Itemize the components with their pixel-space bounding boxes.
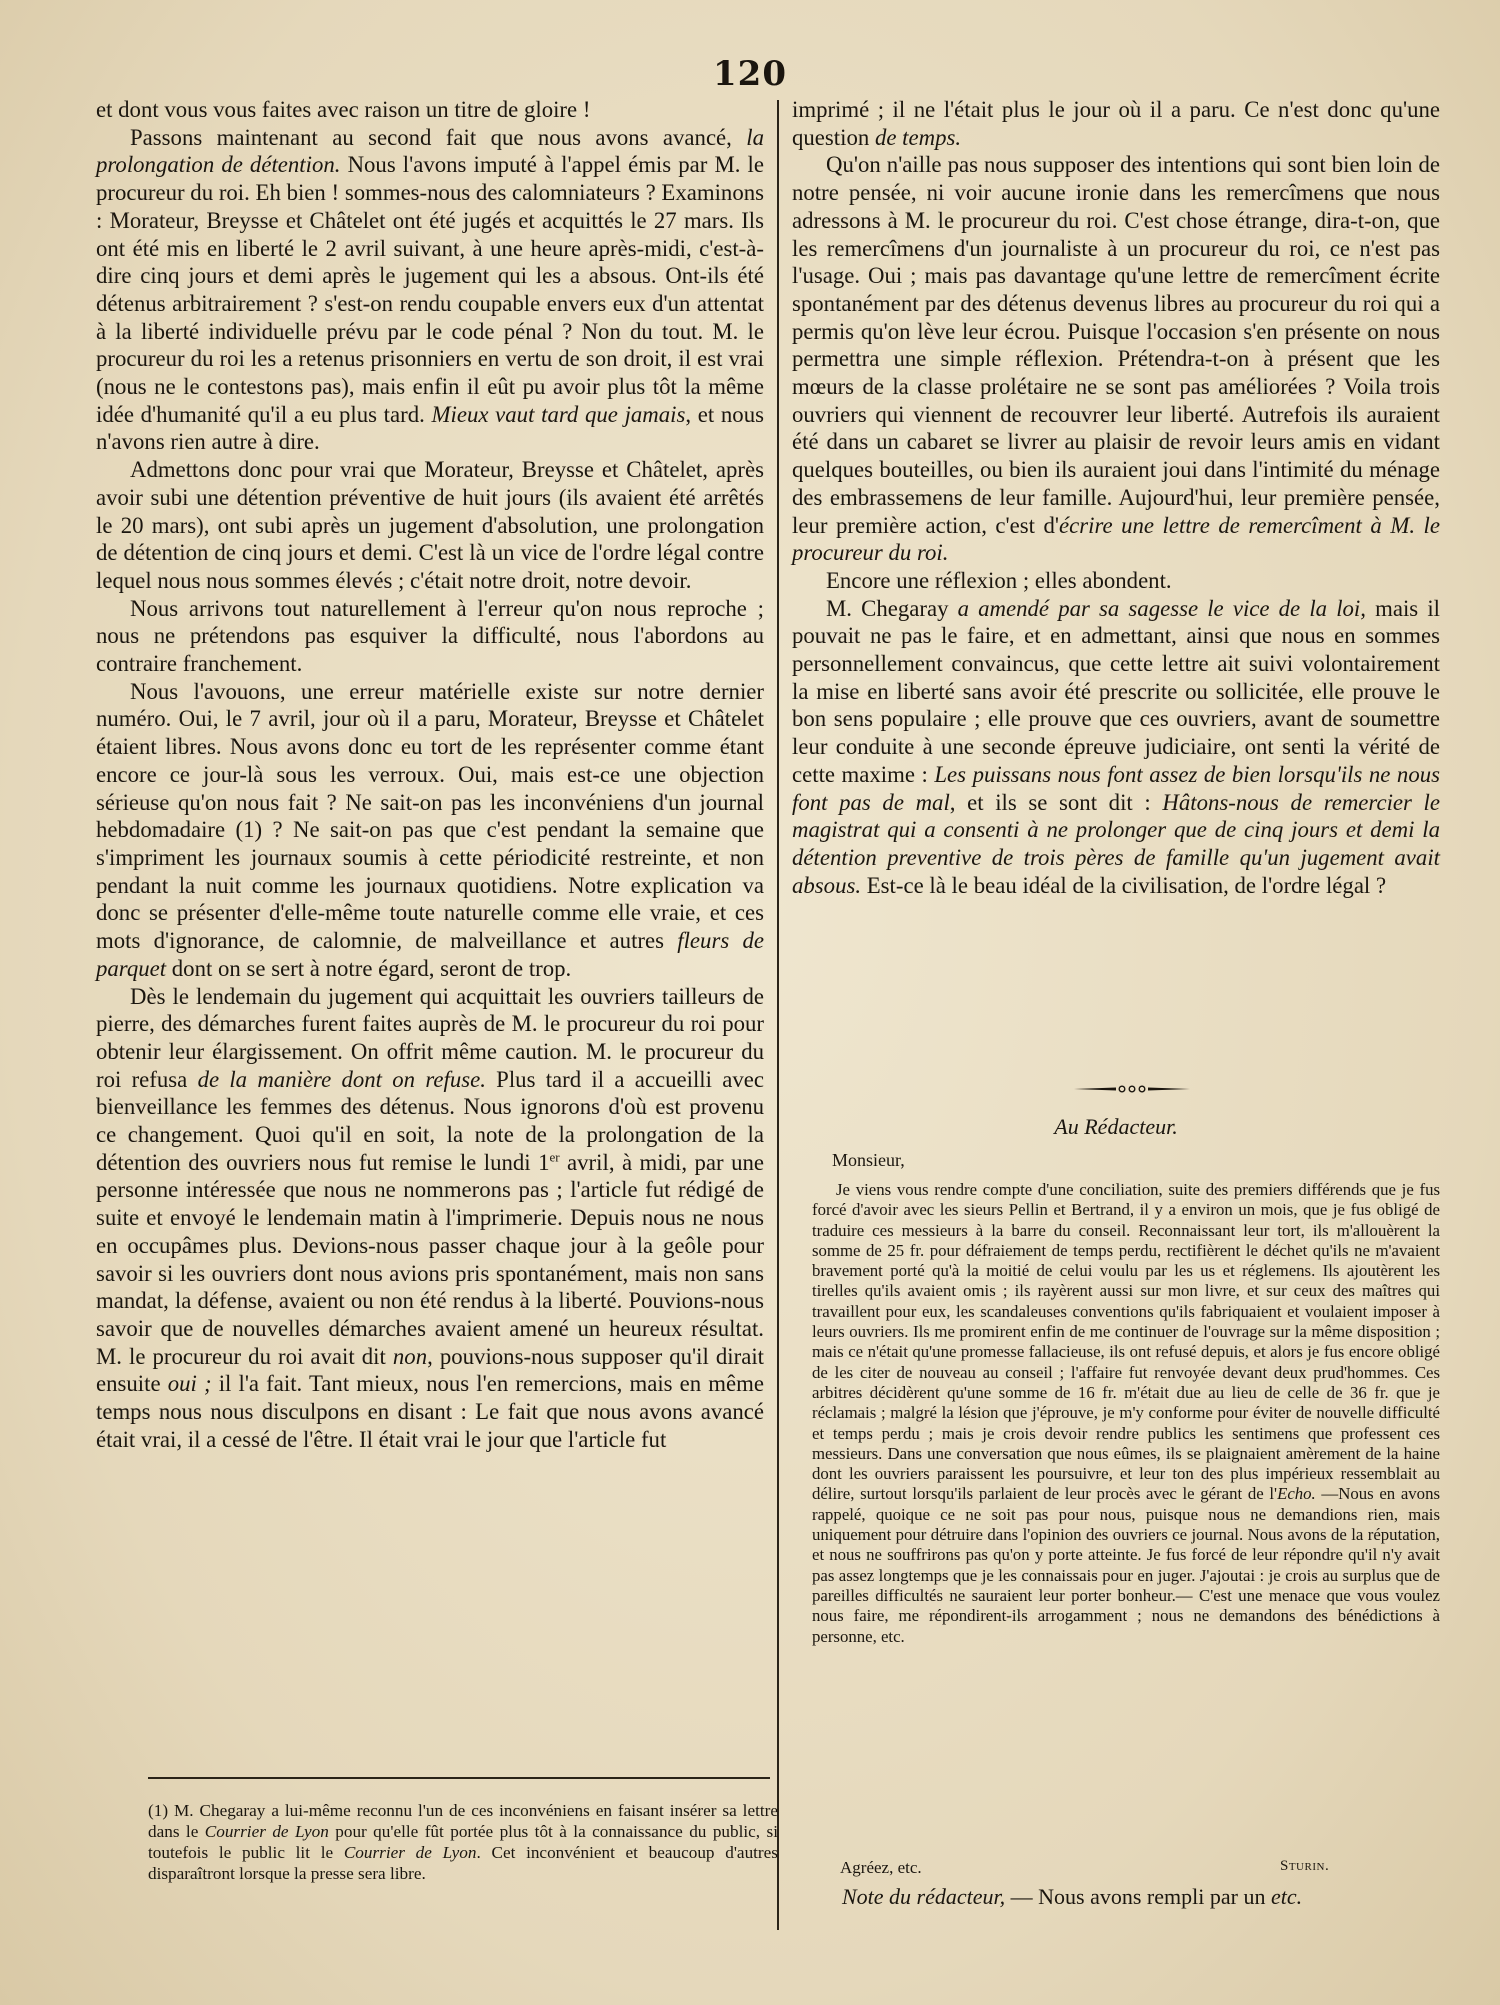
column-divider [777, 100, 779, 1930]
footnote: (1) M. Chegaray a lui-même reconnu l'un de ces inconvéniens en faisant insérer sa lettre dans le Courrier de Lyon pour qu'elle fût portée plus tôt à la connaissance du public, si toutefois le public lit le Courrier de Lyon. Cet inconvénient et beaucoup d'autres disparaîtront lorsque la presse sera libre. [148, 1801, 778, 1883]
paragraph: Passons maintenant au second fait que nous avons avancé, la prolongation de détention. Nous l'avons imputé à l'appel émis par M. le procureur du roi. Eh bien ! sommes-nous des calomniateurs ? Examinons : Morateur, Breysse et Châtelet ont été jugés et acquittés le 27 mars. Ils ont été mis en liberté le 2 avril suivant, à une heure après-midi, c'est-à-dire cinq jours et demi après le jugement qui les a absous. Ont-ils été détenus arbitrairement ? s'est-on rendu coupable envers eux d'un attentat à la liberté individuelle prévu par le code pénal ? Non du tout. M. le procureur du roi les a retenus prisonniers en vertu de son droit, il est vrai (nous ne le contestons pas), mais enfin il eût pu avoir plus tôt la même idée d'humanité qu'il a eu plus tard. Mieux vaut tard que jamais, et nous n'avons rien autre à dire. [96, 124, 764, 455]
page-number: 120 [713, 54, 787, 94]
right-column [792, 96, 1440, 899]
paragraph: Admettons donc pour vrai que Morateur, Breysse et Châtelet, après avoir subi une détention préventive de huit jours (ils avaient été arrêtés le 20 mars), ont subi après un jugement d'absolution, une prolongation de détention de cinq jours et demi. C'est là un vice de l'ordre légal contre lequel nous nous sommes élevés ; c'était notre droit, notre devoir. [96, 457, 764, 593]
footnote-rule [148, 1777, 770, 1779]
letter-body: Je viens vous rendre compte d'une conciliation, suite des premiers différends que je fus forcé d'avoir avec les sieurs Pellin et Bertrand, il y a environ un mois, que je fus obligé de traduire ces messieurs à la barre du conseil. Reconnaissant leur tort, ils m'allouèrent la somme de 25 fr. pour défraiement de temps perdu, rectifièrent le déchet qu'ils ne m'avaient bravement porté qu'à la moitié de celui voulu par les us et réglemens. Ils ajoutèrent les tirelles qu'ils avaient omis ; ils rayèrent aussi sur mon livre, et sur ceux des maîtres qui travaillent pour eux, les scandaleuses conventions qu'ils fabriquaient et voulaient imposer à leurs ouvriers. Ils me promirent enfin de me continuer de l'ouvrage sur la même disposition ; mais ce n'était qu'une promesse fallacieuse, ils ont refusé depuis, et alors je fus encore obligé de les citer de nouveau au conseil ; l'affaire fut renvoyée devant deux prud'hommes. Ces arbitres décidèrent qu'une somme de 16 fr. m'était due au lieu de celle de 36 fr. que je réclamais ; malgré la lésion que j'éprouve, je m'y conforme pour éviter de nouvelle difficulté et temps perdu ; mais je crois devoir rendre publics les sentimens que professent ces messieurs. Dans une conversation que nous eûmes, ils se plaignaient amèrement de la haine dont les ouvriers paraissent les poursuivre, et leur ton des plus impérieux ressemblait au délire, surtout lorsqu'ils parlaient de leur procès avec le gérant de l'Echo. —Nous en avons rappelé, quoique ce ne soit pas pour nous, puisque nous ne demandions rien, mais uniquement pour détruire dans l'opinion des ouvriers ce journal. Nous avons de la réputation, et nous ne souffrirons pas qu'on y porte atteinte. Je fus forcé de leur répondre qu'il n'y avait pas assez longtemps que je les connaissais pour en juger. J'ajoutai : je crois au surplus que de pareilles difficultés ne sauraient leur porter bonheur.— C'est une menace que vous voulez nous faire, me répondirent-ils arrogamment ; nous ne demandons des bénédictions à personne, etc. [812, 1180, 1440, 1646]
letter-closing: Agréez, etc. [840, 1858, 922, 1877]
letter-signature: Sturin. [1280, 1858, 1330, 1874]
section-ornament [1072, 1083, 1192, 1095]
editor-note: Note du rédacteur, — Nous avons rempli par un etc. [842, 1884, 1303, 1909]
paragraph: Encore une réflexion ; elles abondent. [826, 567, 1172, 593]
paragraph: et dont vous vous faites avec raison un titre de gloire ! [96, 97, 591, 122]
paragraph: Dès le lendemain du jugement qui acquittait les ouvriers tailleurs de pierre, des démarches furent faites auprès de M. le procureur du roi pour obtenir leur élargissement. On offrit même caution. M. le procureur du roi refusa de la manière dont on refuse. Plus tard il a accueilli avec bienveillance les femmes des détenus. Nous ignorons d'où est provenu ce changement. Quoi qu'il en soit, la note de la prolongation de la détention des ouvriers nous fut remise le lundi 1er avril, à midi, par une personne intéressée que nous ne nommerons pas ; l'article fut rédigé de suite et envoyé le lendemain matin à l'imprimerie. Depuis nous ne nous en occupâmes plus. Devions-nous passer chaque jour à la geôle pour savoir si les ouvriers dont nous avions pris spontanément, mais non sans mandat, la défense, avaient ou non été rendus à la liberté. Pouvions-nous savoir que de nouvelles démarches avaient amené un heureux résultat. M. le procureur du roi avait dit non, pouvions-nous supposer qu'il dirait ensuite oui ; il l'a fait. Tant mieux, nous l'en remercions, mais en même temps nous nous disculpons en disant : Le fait que nous avons avancé était vrai, il a cessé de l'être. Il était vrai le jour que l'article fut [96, 983, 764, 1452]
paragraph: Nous arrivons tout naturellement à l'erreur qu'on nous reproche ; nous ne prétendons pas esquiver la difficulté, nous l'abordons au contraire franchement. [96, 595, 764, 677]
paragraph: Qu'on n'aille pas nous supposer des intentions qui sont bien loin de notre pensée, ni voir aucune ironie dans les remercîmens que nous adressons à M. le procureur du roi. C'est chose étrange, dira-t-on, que les remercîmens d'un journaliste à un procureur du roi, ce n'est pas l'usage. Oui ; mais pas davantage qu'une lettre de remercîment écrite spontanément par des détenus devenus libres au procureur du roi qui a permis qu'on lève leur écrou. Puisque l'occasion s'en présente on nous permettra une simple réflexion. Prétendra-t-on à présent que les mœurs de la classe prolétaire ne se sont pas améliorées ? Voila trois ouvriers qui viennent de recouvrer leur liberté. Autrefois ils auraient été dans un cabaret se livrer au plaisir de revoir leurs amis en vidant quelques bouteilles, ou bien ils auraient joui dans l'intimité du ménage des embrassemens de leur famille. Aujourd'hui, leur première pensée, leur première action, c'est d'écrire une lettre de remercîment à M. le procureur du roi. [792, 152, 1440, 566]
paragraph: imprimé ; il ne l'était plus le jour où il a paru. Ce n'est donc qu'une question de temps. [792, 97, 1440, 150]
left-column [96, 96, 764, 1453]
letter-salutation: Monsieur, [832, 1150, 905, 1170]
paragraph: Nous l'avouons, une erreur matérielle existe sur notre dernier numéro. Oui, le 7 avril, jour où il a paru, Morateur, Breysse et Châtelet étaient libres. Nous avons donc eu tort de les représenter comme étant encore ce jour-là sous les verroux. Oui, mais est-ce une objection sérieuse qu'on nous fait ? Ne sait-on pas les inconvéniens d'un journal hebdomadaire (1) ? Ne sait-on pas que c'est pendant la semaine que s'impriment les journaux soumis à cette périodicité restreinte, et non pendant la nuit comme les journaux quotidiens. Notre explication va donc se présenter d'elle-même toute naturelle comme elle vraie, et ces mots d'ignorance, de calomnie, de malveillance et autres fleurs de parquet dont on se sert à notre égard, seront de trop. [96, 678, 764, 981]
letter-heading: Au Rédacteur. [1054, 1114, 1178, 1139]
paragraph: M. Chegaray a amendé par sa sagesse le vice de la loi, mais il pouvait ne pas le faire, et en admettant, ainsi que nous en sommes personnellement convaincus, que cette lettre ait suivi volontairement la mise en liberté sans avoir été prescrite ou sollicitée, elle prouve le bon sens populaire ; elle prouve que ces ouvriers, avant de soumettre leur conduite à une seconde épreuve judiciaire, ont senti la vérité de cette maxime : Les puissans nous font assez de bien lorsqu'ils ne nous font pas de mal, et ils se sont dit : Hâtons-nous de remercier le magistrat qui a consenti à ne prolonger que de cinq jours et demi la détention preventive de trois pères de famille qu'un jugement avait absous. Est-ce là le beau idéal de la civilisation, de l'ordre légal ? [792, 595, 1440, 898]
